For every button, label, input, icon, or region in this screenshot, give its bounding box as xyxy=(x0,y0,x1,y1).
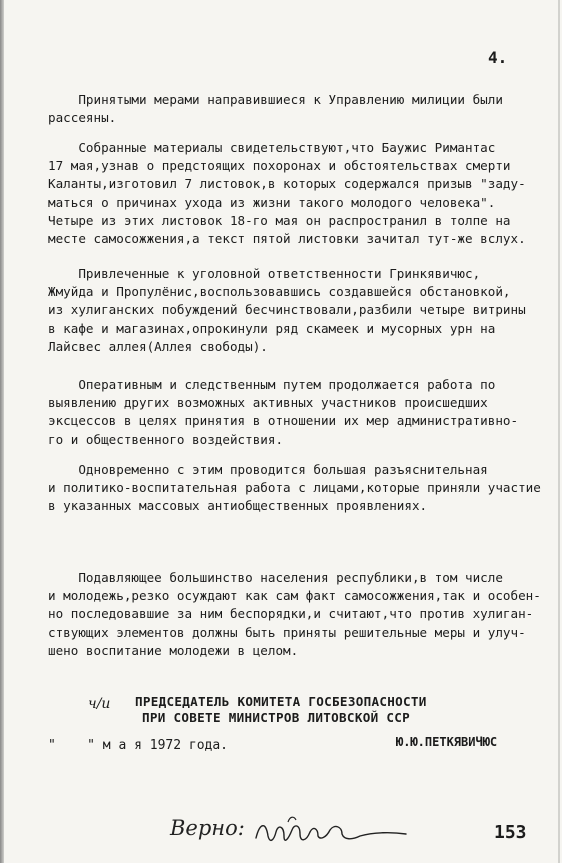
paragraph-line: Собранные материалы свидетельствуют,что Баужис Римантас xyxy=(48,140,496,155)
paragraph-line: и молодежь,резко осуждают как сам факт самосожжения,так и особен- xyxy=(48,588,541,604)
paragraph-line: Оперативным и следственным путем продолжается работа по xyxy=(48,377,496,392)
page-number: 4. xyxy=(488,48,508,67)
paragraph-line: 17 мая,узнав о предстоящих похоронах и обстоятельствах смерти xyxy=(48,158,511,174)
paragraph-line: месте самосожжения,а текст пятой листовки зачитал тут-же вслух. xyxy=(48,231,526,246)
paragraph-line: Подавляющее большинство населения республики,в том числе xyxy=(48,570,503,585)
paragraph-line: выявлению других возможных активных участников происшедших xyxy=(48,395,488,411)
paragraph-line: в кафе и магазинах,опрокинули ряд скамеек и мусорных урн на xyxy=(48,320,496,336)
paragraph-line: Лайсвес аллея(Аллея свободы). xyxy=(48,338,268,354)
paragraph-line: из хулиганских побуждений бесчинствовали,разбили четыре витрины xyxy=(48,302,526,318)
paragraph-line: го и общественного воздействия. xyxy=(48,431,284,447)
paragraph-line: в указанных массовых антиобщественных проявлениях. xyxy=(48,498,428,514)
paragraph-line: Каланты,изготовил 7 листовок,в которых содержался призыв "заду- xyxy=(48,176,526,192)
signatory-title-line1: ПРЕДСЕДАТЕЛЬ КОМИТЕТА ГОСБЕЗОПАСНОСТИ xyxy=(135,694,427,709)
verno-handwritten: Верно: xyxy=(170,816,245,840)
signatory-title-line2: ПРИ СОВЕТЕ МИНИСТРОВ ЛИТОВСКОЙ ССР xyxy=(142,710,410,725)
signatory-name: Ю.Ю.ПЕТКЯВИЧЮС xyxy=(396,735,498,749)
handwritten-mark: ч/и xyxy=(88,696,111,712)
paragraph-line: маться о причинах ухода из жизни такого молодого человека". xyxy=(48,194,496,210)
paragraph-line: Жмуйда и Пропулёнис,воспользовавшись создавшейся обстановкой, xyxy=(48,284,511,300)
paragraph-line: Привлеченные к уголовной ответственности Гринкявичюс, xyxy=(48,266,481,281)
paragraph-line: шено воспитание молодежи в целом. xyxy=(48,642,299,658)
sheet-number: 153 xyxy=(494,822,527,843)
paragraph-line: эксцессов в целях принятия в отношении их мер административно- xyxy=(48,413,519,429)
paragraph-line: Одновременно с этим проводится большая разъяснительная xyxy=(48,462,488,477)
scan-edge xyxy=(0,0,4,863)
paragraph-line: Четыре из этих листовок 18-го мая он распространил в толпе на xyxy=(48,212,511,228)
paragraph-line: рассеяны. xyxy=(48,110,117,126)
paragraph-line: и политико-воспитательная работа с лицами,которые приняли участие xyxy=(48,480,541,496)
paragraph-line: ствующих элементов должны быть приняты решительные меры и улуч- xyxy=(48,624,526,640)
scan-edge-right xyxy=(558,0,560,863)
document-date: " " м а я 1972 года. xyxy=(48,738,229,753)
paragraph-line: Принятыми мерами направившиеся к Управлению милиции были xyxy=(48,92,503,107)
paragraph-line: но последовавшие за ним беспорядки,и считают,что против хулиган- xyxy=(48,606,534,622)
handwritten-signature xyxy=(138,810,438,855)
